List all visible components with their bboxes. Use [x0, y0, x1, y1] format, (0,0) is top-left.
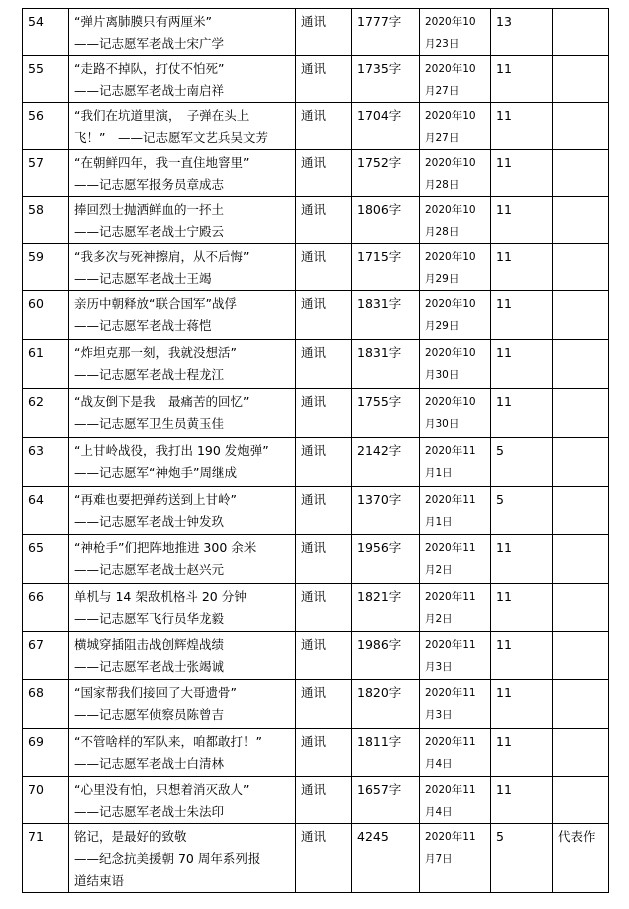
- date-cell: [420, 103, 491, 150]
- count-cell: 11: [491, 729, 553, 777]
- row-number-cell: 57: [23, 150, 69, 197]
- title-line: “上甘岭战役，我打出 190 发炮弹”: [74, 443, 269, 458]
- word-count-cell: 1752字: [352, 150, 420, 197]
- row-number-cell: 69: [23, 729, 69, 777]
- count-cell: 11: [491, 389, 553, 438]
- type-cell: 通讯: [296, 680, 352, 729]
- note-cell: [553, 632, 609, 680]
- note-cell: [553, 291, 609, 340]
- row-number-cell: 64: [23, 487, 69, 535]
- date-cell: [420, 9, 491, 56]
- title-cell: [69, 150, 296, 197]
- note-cell: 代表作: [553, 824, 609, 893]
- title-line: “在朝鲜四年，我一直住地窨里”: [74, 155, 250, 170]
- date-cell: [420, 487, 491, 535]
- date-cell: [420, 824, 491, 893]
- title-line: ——记志愿军老战士白清林: [74, 756, 225, 771]
- count-cell: 11: [491, 340, 553, 389]
- table-row: [23, 680, 609, 729]
- date-line: 月4日: [425, 758, 453, 770]
- row-number-cell: 59: [23, 244, 69, 291]
- type-cell: 通讯: [296, 340, 352, 389]
- date-line: 2020年11: [425, 784, 476, 796]
- date-line: 月1日: [425, 516, 453, 528]
- date-line: 月1日: [425, 467, 453, 479]
- word-count-cell: 1831字: [352, 340, 420, 389]
- title-line: ——记志愿军“神炮手”周继成: [74, 465, 237, 480]
- title-line: “弹片离肺膜只有两厘米”: [74, 14, 212, 29]
- date-line: 2020年11: [425, 831, 476, 843]
- title-line: ——记志愿军卫生员黄玉佳: [74, 416, 225, 431]
- date-line: 2020年11: [425, 687, 476, 699]
- type-cell: 通讯: [296, 584, 352, 632]
- title-line: “心里没有怕，只想着消灭敌人”: [74, 782, 250, 797]
- row-number-cell: 56: [23, 103, 69, 150]
- title-cell: [69, 680, 296, 729]
- word-count-cell: 1811字: [352, 729, 420, 777]
- row-number-cell: 61: [23, 340, 69, 389]
- date-line: 2020年11: [425, 639, 476, 651]
- row-number-cell: 62: [23, 389, 69, 438]
- date-line: 2020年11: [425, 736, 476, 748]
- title-cell: [69, 632, 296, 680]
- row-number-cell: 63: [23, 438, 69, 487]
- note-cell: [553, 9, 609, 56]
- title-line: ——记志愿军飞行员华龙毅: [74, 611, 225, 626]
- note-cell: [553, 197, 609, 244]
- title-cell: [69, 244, 296, 291]
- date-line: 2020年10: [425, 110, 476, 122]
- title-line: 亲历中朝释放“联合国军”战俘: [74, 296, 237, 311]
- table-row: [23, 56, 609, 103]
- count-cell: 11: [491, 56, 553, 103]
- type-cell: 通讯: [296, 56, 352, 103]
- title-line: ——记志愿军报务员章成志: [74, 177, 225, 192]
- title-cell: [69, 824, 296, 893]
- date-line: 月3日: [425, 709, 453, 721]
- count-cell: 11: [491, 535, 553, 584]
- date-line: 2020年11: [425, 591, 476, 603]
- title-line: ——记志愿军老战士宋广学: [74, 36, 225, 51]
- count-cell: 11: [491, 244, 553, 291]
- title-line: “走路不掉队，打仗不怕死”: [74, 61, 225, 76]
- title-cell: [69, 535, 296, 584]
- date-cell: [420, 729, 491, 777]
- table-row: [23, 487, 609, 535]
- title-cell: [69, 197, 296, 244]
- title-line: ——记志愿军老战士钟发玖: [74, 514, 225, 529]
- title-line: ——记志愿军侦察员陈曾吉: [74, 707, 225, 722]
- type-cell: 通讯: [296, 389, 352, 438]
- date-line: 2020年10: [425, 16, 476, 28]
- note-cell: [553, 150, 609, 197]
- date-cell: [420, 680, 491, 729]
- title-line: 道结束语: [74, 873, 125, 888]
- word-count-cell: 1986字: [352, 632, 420, 680]
- date-line: 月28日: [425, 179, 460, 191]
- word-count-cell: 1657字: [352, 777, 420, 824]
- title-line: ——记志愿军老战士朱法印: [74, 804, 225, 819]
- row-number-cell: 60: [23, 291, 69, 340]
- title-line: ——记志愿军老战士宁殿云: [74, 224, 225, 239]
- date-line: 2020年10: [425, 157, 476, 169]
- count-cell: 5: [491, 824, 553, 893]
- date-line: 月4日: [425, 806, 453, 818]
- title-cell: [69, 487, 296, 535]
- word-count-cell: 1831字: [352, 291, 420, 340]
- table-row: [23, 584, 609, 632]
- title-line: ——记志愿军老战士南启祥: [74, 83, 225, 98]
- date-line: 月29日: [425, 320, 460, 332]
- table-row: [23, 535, 609, 584]
- title-line: ——记志愿军老战士蒋恺: [74, 318, 212, 333]
- count-cell: 11: [491, 103, 553, 150]
- date-cell: [420, 535, 491, 584]
- type-cell: 通讯: [296, 150, 352, 197]
- title-line: 铭记，是最好的致敬: [74, 829, 187, 844]
- word-count-cell: 2142字: [352, 438, 420, 487]
- date-line: 月3日: [425, 661, 453, 673]
- title-line: ——纪念抗美援朝 70 周年系列报: [74, 851, 261, 866]
- table-row: [23, 103, 609, 150]
- note-cell: [553, 438, 609, 487]
- date-line: 月27日: [425, 85, 460, 97]
- table-row: [23, 9, 609, 56]
- table-row: [23, 438, 609, 487]
- note-cell: [553, 340, 609, 389]
- word-count-cell: 1777字: [352, 9, 420, 56]
- table-row: [23, 729, 609, 777]
- type-cell: 通讯: [296, 535, 352, 584]
- title-line: “我多次与死神擦肩，从不后悔”: [74, 249, 250, 264]
- date-cell: [420, 438, 491, 487]
- table-row: [23, 777, 609, 824]
- title-line: “再难也要把弹药送到上甘岭”: [74, 492, 237, 507]
- count-cell: 13: [491, 9, 553, 56]
- count-cell: 11: [491, 150, 553, 197]
- title-cell: [69, 103, 296, 150]
- table-row: [23, 244, 609, 291]
- row-number-cell: 66: [23, 584, 69, 632]
- note-cell: [553, 56, 609, 103]
- date-line: 2020年10: [425, 63, 476, 75]
- table-row: [23, 340, 609, 389]
- word-count-cell: 1755字: [352, 389, 420, 438]
- articles-table: [22, 8, 609, 893]
- row-number-cell: 58: [23, 197, 69, 244]
- type-cell: 通讯: [296, 632, 352, 680]
- note-cell: [553, 584, 609, 632]
- date-line: 月28日: [425, 226, 460, 238]
- title-line: 飞！” ——记志愿军文艺兵吴文芳: [74, 130, 268, 145]
- type-cell: 通讯: [296, 291, 352, 340]
- title-cell: [69, 777, 296, 824]
- date-line: 月2日: [425, 564, 453, 576]
- row-number-cell: 68: [23, 680, 69, 729]
- title-line: 横城穿插阻击战创辉煌战绩: [74, 637, 225, 652]
- date-line: 2020年10: [425, 251, 476, 263]
- title-line: 单机与 14 架敌机格斗 20 分钟: [74, 589, 247, 604]
- title-line: “战友倒下是我 最痛苦的回忆”: [74, 394, 250, 409]
- type-cell: 通讯: [296, 487, 352, 535]
- date-cell: [420, 291, 491, 340]
- date-cell: [420, 244, 491, 291]
- date-cell: [420, 56, 491, 103]
- title-line: “神枪手”们把阵地推进 300 余米: [74, 540, 257, 555]
- title-cell: [69, 584, 296, 632]
- row-number-cell: 71: [23, 824, 69, 893]
- note-cell: [553, 535, 609, 584]
- word-count-cell: 1820字: [352, 680, 420, 729]
- note-cell: [553, 729, 609, 777]
- count-cell: 5: [491, 487, 553, 535]
- count-cell: 11: [491, 777, 553, 824]
- date-cell: [420, 340, 491, 389]
- date-cell: [420, 389, 491, 438]
- count-cell: 5: [491, 438, 553, 487]
- note-cell: [553, 103, 609, 150]
- word-count-cell: 1715字: [352, 244, 420, 291]
- word-count-cell: 1704字: [352, 103, 420, 150]
- word-count-cell: 1956字: [352, 535, 420, 584]
- word-count-cell: 1806字: [352, 197, 420, 244]
- note-cell: [553, 680, 609, 729]
- title-cell: [69, 291, 296, 340]
- table-row: [23, 632, 609, 680]
- title-line: ——记志愿军老战士张竭诚: [74, 659, 225, 674]
- note-cell: [553, 244, 609, 291]
- title-line: “国家帮我们接回了大哥遗骨”: [74, 685, 237, 700]
- date-line: 2020年11: [425, 445, 476, 457]
- type-cell: 通讯: [296, 103, 352, 150]
- count-cell: 11: [491, 632, 553, 680]
- title-line: ——记志愿军老战士程龙江: [74, 367, 225, 382]
- count-cell: 11: [491, 584, 553, 632]
- table-row: [23, 824, 609, 893]
- row-number-cell: 67: [23, 632, 69, 680]
- articles-table-body: [23, 9, 609, 893]
- row-number-cell: 54: [23, 9, 69, 56]
- title-cell: [69, 729, 296, 777]
- type-cell: 通讯: [296, 777, 352, 824]
- row-number-cell: 70: [23, 777, 69, 824]
- row-number-cell: 65: [23, 535, 69, 584]
- table-row: [23, 291, 609, 340]
- count-cell: 11: [491, 291, 553, 340]
- type-cell: 通讯: [296, 9, 352, 56]
- row-number-cell: 55: [23, 56, 69, 103]
- date-line: 月30日: [425, 418, 460, 430]
- word-count-cell: 1370字: [352, 487, 420, 535]
- type-cell: 通讯: [296, 244, 352, 291]
- date-cell: [420, 777, 491, 824]
- date-cell: [420, 150, 491, 197]
- date-line: 2020年10: [425, 347, 476, 359]
- type-cell: 通讯: [296, 438, 352, 487]
- title-line: ——记志愿军老战士王竭: [74, 271, 212, 286]
- title-cell: [69, 389, 296, 438]
- date-cell: [420, 632, 491, 680]
- date-cell: [420, 584, 491, 632]
- title-line: “炸坦克那一刻，我就没想活”: [74, 345, 237, 360]
- date-line: 2020年10: [425, 396, 476, 408]
- title-line: “不管啥样的军队来，咱都敢打！”: [74, 734, 262, 749]
- table-row: [23, 150, 609, 197]
- note-cell: [553, 777, 609, 824]
- count-cell: 11: [491, 197, 553, 244]
- type-cell: 通讯: [296, 824, 352, 893]
- title-cell: [69, 340, 296, 389]
- date-line: 月30日: [425, 369, 460, 381]
- date-cell: [420, 197, 491, 244]
- title-cell: [69, 438, 296, 487]
- date-line: 月23日: [425, 38, 460, 50]
- date-line: 2020年11: [425, 542, 476, 554]
- count-cell: 11: [491, 680, 553, 729]
- date-line: 月7日: [425, 853, 453, 865]
- date-line: 2020年10: [425, 204, 476, 216]
- date-line: 月2日: [425, 613, 453, 625]
- title-line: “我们在坑道里演， 子弹在头上: [74, 108, 250, 123]
- table-row: [23, 389, 609, 438]
- word-count-cell: 4245: [352, 824, 420, 893]
- title-line: ——记志愿军老战士赵兴元: [74, 562, 225, 577]
- word-count-cell: 1735字: [352, 56, 420, 103]
- date-line: 2020年11: [425, 494, 476, 506]
- type-cell: 通讯: [296, 197, 352, 244]
- date-line: 月27日: [425, 132, 460, 144]
- word-count-cell: 1821字: [352, 584, 420, 632]
- type-cell: 通讯: [296, 729, 352, 777]
- note-cell: [553, 487, 609, 535]
- date-line: 2020年10: [425, 298, 476, 310]
- title-cell: [69, 56, 296, 103]
- title-cell: [69, 9, 296, 56]
- table-row: [23, 197, 609, 244]
- note-cell: [553, 389, 609, 438]
- date-line: 月29日: [425, 273, 460, 285]
- title-line: 捧回烈士抛洒鲜血的一抔土: [74, 202, 225, 217]
